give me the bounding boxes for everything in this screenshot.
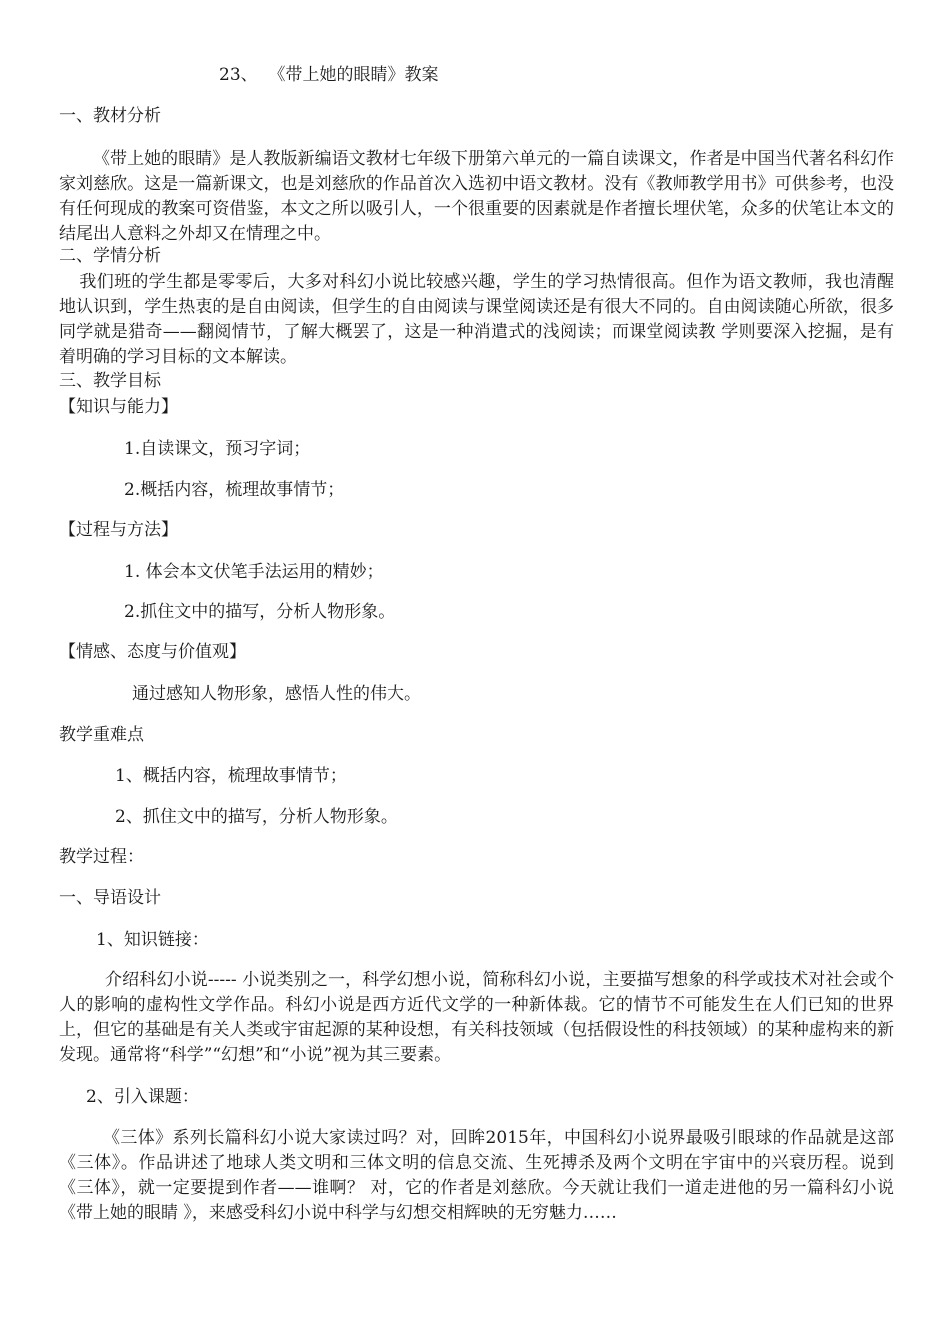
section-heading-teaching-goals: 三、教学目标 [59, 371, 161, 391]
paragraph-knowledge-link: 介绍科幻小说----- 小说类别之一，科学幻想小说，简称科幻小说，主要描写想象的科学或技术对社会或个人的影响的虚构性文学作品。科幻小说是西方近代文学的一种新体裁。它的情节不可能发生在人们已知的世界上，但它的基础是有关人类或宇宙起源的某种设想，有关科技领域（包括假设性的科技领域）的某种虚构来的新发现。通常将“科学”“幻想”和“小说”视为其三要素。 [59, 970, 894, 1065]
paragraph-introduce-topic: 《三体》系列长篇科幻小说大家读过吗？对，回眸2015年，中国科幻小说界最吸引眼球的作品就是这部《三体》。作品讲述了地球人类文明和三体文明的信息交流、生死搏杀及两个文明在宇宙中的兴衰历程。说到《三体》，就一定要提到作者——谁啊？ 对，它的作者是刘慈欣。今天就让我们一道走进他的另一篇科幻小说《带上她的眼睛 》，来感受科幻小说中科学与幻想交相辉映的无穷魅力…… [59, 1128, 894, 1223]
section-heading-intro-design: 一、导语设计 [59, 888, 161, 908]
section-heading-teaching-process: 教学过程： [59, 847, 144, 867]
section-heading-textbook-analysis: 一、教材分析 [59, 106, 161, 126]
subheading-emotion-values: 【情感、态度与价值观】 [59, 642, 246, 662]
section-heading-key-points: 教学重难点 [59, 725, 144, 745]
list-item: 通过感知人物形象，感悟人性的伟大。 [132, 684, 421, 704]
section-heading-student-analysis: 二、学情分析 [59, 246, 161, 266]
list-item: 2.概括内容，梳理故事情节； [124, 480, 345, 500]
list-item: 1. 体会本文伏笔手法运用的精妙； [124, 562, 384, 582]
list-item: 1.自读课文，预习字词； [124, 439, 311, 459]
subheading-process-method: 【过程与方法】 [59, 520, 178, 540]
subheading-knowledge-link: 1、知识链接： [96, 930, 209, 950]
document-title: 23、 《带上她的眼睛》教案 [219, 65, 439, 85]
paragraph-textbook-analysis: 《带上她的眼睛》是人教版新编语文教材七年级下册第六单元的一篇自读课文，作者是中国当代著名科幻作家刘慈欣。这是一篇新课文，也是刘慈欣的作品首次入选初中语文教材。没有《教师教学用书》可供参考，也没有任何现成的教案可资借鉴，本文之所以吸引人，一个很重要的因素就是作者擅长埋伏笔，众多的伏笔让本文的结尾出人意料之外却又在情理之中。 [59, 149, 894, 244]
list-item: 1、概括内容，梳理故事情节； [115, 766, 347, 786]
subheading-knowledge-ability: 【知识与能力】 [59, 397, 178, 417]
subheading-introduce-topic: 2、引入课题： [86, 1087, 199, 1107]
list-item: 2、抓住文中的描写，分析人物形象。 [115, 807, 398, 827]
list-item: 2.抓住文中的描写，分析人物形象。 [124, 602, 396, 622]
paragraph-student-analysis: 我们班的学生都是零零后，大多对科幻小说比较感兴趣，学生的学习热情很高。但作为语文教师，我也清醒地认识到，学生热衷的是自由阅读，但学生的自由阅读与课堂阅读还是有很大不同的。自由阅读随心所欲，很多同学就是猎奇——翻阅情节，了解大概罢了，这是一种消遣式的浅阅读；而课堂阅读教 学则要深入挖掘，是有着明确的学习目标的文本解读。 [59, 272, 894, 367]
